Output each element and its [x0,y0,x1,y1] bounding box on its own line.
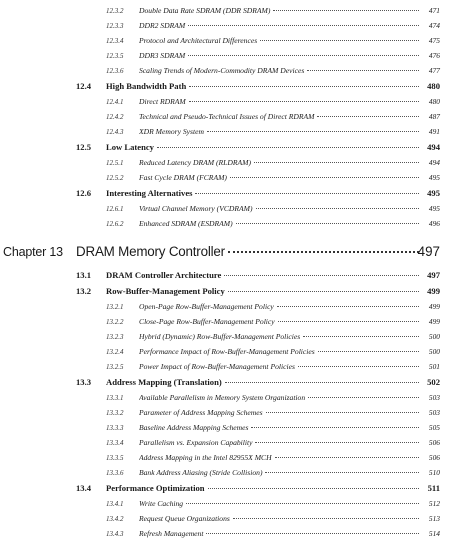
dot-leader [228,251,419,253]
page-number: 480 [427,81,440,91]
page-number: 501 [428,362,440,371]
dot-leader [251,427,419,428]
dot-leader [208,488,419,489]
page-number: 499 [428,302,440,311]
entry-number: 13.3.4 [106,439,124,447]
page-number: 506 [428,453,440,462]
entry-title [76,244,422,259]
entry-title [106,483,422,493]
subsection-entry [0,465,452,480]
entry-number: 13.2.2 [106,318,124,326]
entry-number: 13.2.4 [106,348,124,356]
chapter-label: Chapter 13 [3,245,63,259]
subsection-entry [0,3,452,18]
entry-number: 13.4.1 [106,500,124,508]
page-number: 474 [428,21,440,30]
dot-leader [308,397,419,398]
dot-leader [303,336,419,337]
entry-title [139,499,422,508]
entry-title [106,81,422,91]
dot-leader [224,275,419,276]
entry-title-text: Performance Optimization [106,483,205,493]
entry-number: 13.3.2 [106,409,124,417]
page-number: 505 [428,423,440,432]
entry-number: 13.3.6 [106,469,124,477]
dot-leader [236,223,419,224]
subsection-entry [0,435,452,450]
dot-leader [206,533,419,534]
entry-number: 13.3.3 [106,424,124,432]
page-number: 495 [427,188,440,198]
page-number: 497 [417,244,440,259]
entry-number: 13.4 [76,483,92,493]
subsection-entry [0,329,452,344]
entry-title-text: Parameter of Address Mapping Schemes [139,408,263,417]
dot-leader [278,321,419,322]
entry-title [139,173,422,182]
entry-title [139,6,422,15]
dot-leader [266,412,419,413]
entry-number: 13.4.2 [106,515,124,523]
page-number: 503 [428,408,440,417]
entry-number: 12.6.1 [106,205,124,213]
page-number: 495 [428,173,440,182]
entry-title [139,468,422,477]
entry-title [106,286,422,296]
entry-title-text: Reduced Latency DRAM (RLDRAM) [139,158,251,167]
dot-leader [298,366,419,367]
subsection-entry [0,511,452,526]
entry-number: 13.3.5 [106,454,124,462]
subsection-entry [0,94,452,109]
subsection-entry [0,450,452,465]
entry-title-text: DRAM Memory Controller [76,244,225,259]
entry-title-text: Open-Page Row-Buffer-Management Policy [139,302,274,311]
subsection-entry [0,390,452,405]
subsection-entry [0,359,452,374]
entry-title [139,158,422,167]
section-entry [0,139,452,155]
subsection-entry [0,314,452,329]
entry-number: 13.3.1 [106,394,124,402]
page-number: 497 [427,270,440,280]
entry-title-text: Interesting Alternatives [106,188,193,198]
dot-leader [207,131,419,132]
entry-number: 12.3.3 [106,22,124,30]
subsection-entry [0,405,452,420]
entry-title [139,423,422,432]
entry-title [139,112,422,121]
page-number: 514 [428,529,440,538]
page-number: 496 [428,219,440,228]
entry-title-text: High Bandwidth Path [106,81,187,91]
section-entry [0,283,452,299]
entry-title-text: Virtual Channel Memory (VCDRAM) [139,204,253,213]
chapter-entry [0,241,452,263]
dot-leader [195,193,419,194]
page-number: 494 [428,158,440,167]
entry-title [139,408,422,417]
entry-number: 12.4.3 [106,128,124,136]
entry-title [139,347,422,356]
page-number: 499 [427,286,440,296]
entry-title-text: Parallelism vs. Expansion Capability [139,438,253,447]
subsection-entry [0,109,452,124]
entry-number: 12.3.5 [106,52,124,60]
entry-title-text: Bank Address Aliasing (Stride Collision) [139,468,263,477]
subsection-entry [0,170,452,185]
entry-title-text: Low Latency [106,142,154,152]
section-entry [0,267,452,283]
entry-title-text: DRAM Controller Architecture [106,270,222,280]
subsection-entry [0,420,452,435]
page-number: 494 [427,142,440,152]
entry-number: 12.4 [76,81,92,91]
page-number: 475 [428,36,440,45]
dot-leader [318,351,419,352]
subsection-entry [0,48,452,63]
entry-title-text: XDR Memory System [139,127,204,136]
entry-title [139,317,422,326]
page-number: 495 [428,204,440,213]
entry-title-text: Protocol and Architectural Differences [139,36,258,45]
entry-title [106,188,422,198]
entry-number: 13.2.5 [106,363,124,371]
subsection-entry [0,344,452,359]
entry-title [139,302,422,311]
dot-leader [307,70,419,71]
entry-title-text: DDR3 SDRAM [139,51,186,60]
entry-title [139,21,422,30]
entry-title [139,127,422,136]
entry-title [139,393,422,402]
page-number: 477 [428,66,440,75]
dot-leader [189,86,419,87]
dot-leader [228,291,419,292]
dot-leader [273,10,419,11]
entry-title-text: Row-Buffer-Management Policy [106,286,225,296]
section-entry [0,480,452,496]
entry-number: 12.4.2 [106,113,124,121]
entry-number: 13.2 [76,286,92,296]
dot-leader [188,25,419,26]
entry-title-text: Baseline Address Mapping Schemes [139,423,249,432]
dot-leader [255,442,419,443]
entry-number: 13.4.3 [106,530,124,538]
page-number: 510 [428,468,440,477]
dot-leader [188,55,419,56]
entry-title [139,204,422,213]
entry-number: 13.3 [76,377,92,387]
entry-title [139,529,422,538]
dot-leader [265,472,419,473]
entry-number: 12.3.6 [106,67,124,75]
entry-number: 12.6.2 [106,220,124,228]
entry-title-text: Request Queue Organizations [139,514,230,523]
subsection-entry [0,18,452,33]
entry-number: 12.4.1 [106,98,124,106]
subsection-entry [0,124,452,139]
page-number: 503 [428,393,440,402]
dot-leader [277,306,419,307]
entry-number: 12.5.2 [106,174,124,182]
entry-number: 12.5 [76,142,92,152]
page-number: 506 [428,438,440,447]
dot-leader [233,518,419,519]
subsection-entry [0,496,452,511]
subsection-entry [0,33,452,48]
dot-leader [254,162,419,163]
subsection-entry [0,299,452,314]
section-entry [0,374,452,390]
entry-title-text: Refresh Management [139,529,204,538]
entry-title [139,332,422,341]
entry-title-text: DDR2 SDRAM [139,21,186,30]
subsection-entry [0,201,452,216]
entry-title [139,97,422,106]
entry-title [139,514,422,523]
dot-leader [230,177,419,178]
entry-title [139,36,422,45]
entry-number: 12.6 [76,188,92,198]
entry-title [106,270,422,280]
entry-title-text: Fast Cycle DRAM (FCRAM) [139,173,227,182]
entry-title [139,362,422,371]
entry-title [106,142,422,152]
entry-title-text: Scaling Trends of Modern-Commodity DRAM Devices [139,66,305,75]
subsection-entry [0,63,452,78]
entry-title [106,377,422,387]
dot-leader [260,40,419,41]
page-number: 499 [428,317,440,326]
entry-number: 12.5.1 [106,159,124,167]
page-number: 512 [428,499,440,508]
entry-title [139,453,422,462]
section-entry [0,78,452,94]
entry-title-text: Available Parallelism in Memory System Organization [139,393,306,402]
entry-number: 13.2.1 [106,303,124,311]
entry-number: 13.2.3 [106,333,124,341]
entry-title-text: Technical and Pseudo-Technical Issues of Direct RDRAM [139,112,315,121]
entry-title-text: Enhanced SDRAM (ESDRAM) [139,219,233,228]
entry-title-text: Hybrid (Dynamic) Row-Buffer-Management Policies [139,332,301,341]
page-number: 511 [427,483,440,493]
dot-leader [189,101,419,102]
entry-title [139,51,422,60]
section-entry [0,185,452,201]
page-number: 487 [428,112,440,121]
entry-title-text: Direct RDRAM [139,97,186,106]
entry-number: 12.3.4 [106,37,124,45]
entry-title [139,438,422,447]
entry-title [139,219,422,228]
page-number: 500 [428,347,440,356]
entry-title [139,66,422,75]
dot-leader [256,208,419,209]
page-number: 480 [428,97,440,106]
entry-title-text: Write Caching [139,499,184,508]
dot-leader [225,382,419,383]
entry-title-text: Power Impact of Row-Buffer-Management Policies [139,362,295,371]
page-number: 476 [428,51,440,60]
page-number: 491 [428,127,440,136]
page-number: 500 [428,332,440,341]
dot-leader [275,457,419,458]
page-number: 513 [428,514,440,523]
page-number: 471 [428,6,440,15]
entry-title-text: Address Mapping in the Intel 82955X MCH [139,453,272,462]
subsection-entry [0,216,452,231]
dot-leader [317,116,419,117]
entry-number: 13.1 [76,270,92,280]
dot-leader [157,147,419,148]
entry-number: 12.3.2 [106,7,124,15]
entry-title-text: Close-Page Row-Buffer-Management Policy [139,317,275,326]
dot-leader [186,503,419,504]
entry-title-text: Address Mapping (Translation) [106,377,222,387]
page-number: 502 [427,377,440,387]
entry-title-text: Double Data Rate SDRAM (DDR SDRAM) [139,6,271,15]
subsection-entry [0,155,452,170]
entry-title-text: Performance Impact of Row-Buffer-Management Policies [139,347,315,356]
